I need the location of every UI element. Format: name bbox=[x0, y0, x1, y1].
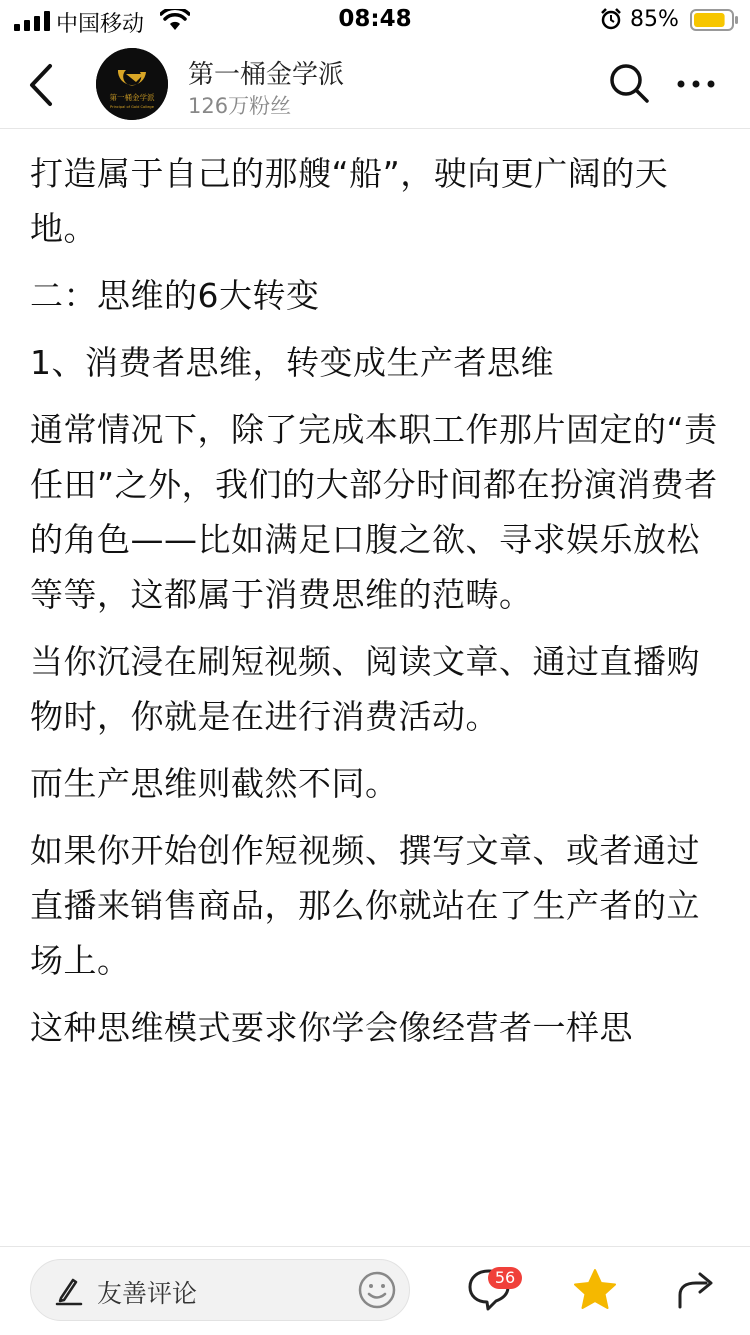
article-paragraph: 如果你开始创作短视频、撰写文章、或者通过直播来销售商品，那么你就站在了生产者的立场上。 bbox=[30, 831, 700, 980]
emoji-icon[interactable] bbox=[357, 1270, 397, 1310]
battery-percent: 85% bbox=[630, 7, 679, 32]
status-time: 08:48 bbox=[338, 6, 412, 32]
article-paragraph: 打造属于自己的那艘“船”，驶向更广阔的天地。 bbox=[30, 154, 669, 248]
fan-count: 126万粉丝 bbox=[188, 94, 292, 118]
carrier-name: 中国移动 bbox=[56, 12, 145, 37]
search-icon[interactable] bbox=[608, 62, 650, 104]
article-body bbox=[30, 128, 720, 1246]
back-icon[interactable] bbox=[24, 62, 58, 108]
article-paragraph: 通常情况下，除了完成本职工作那片固定的“责任田”之外，我们的大部分时间都在扮演消费者的角色——比如满足口腹之欲、寻求娱乐放松等等，这都属于消费思维的范畴。 bbox=[30, 410, 718, 614]
alarm-icon bbox=[600, 8, 622, 30]
status-bar bbox=[0, 0, 750, 40]
article-paragraph: 当你沉浸在刷短视频、阅读文章、通过直播购物时，你就是在进行消费活动。 bbox=[30, 642, 700, 736]
comment-placeholder: 友善评论 bbox=[97, 1279, 198, 1308]
account-name[interactable]: 第一桶金学派 bbox=[188, 60, 345, 90]
section-heading: 二：思维的6大转变 bbox=[30, 276, 320, 315]
comment-input[interactable] bbox=[30, 1259, 410, 1321]
avatar-logo-subtext: Principal of Gold College bbox=[110, 105, 154, 109]
avatar-logo-text: 第一桶金学派 bbox=[109, 93, 155, 102]
pen-icon bbox=[55, 1276, 83, 1306]
article-paragraph: 这种思维模式要求你学会像经营者一样思 bbox=[30, 1008, 633, 1047]
article-paragraph: 而生产思维则截然不同。 bbox=[30, 764, 399, 803]
avatar[interactable] bbox=[96, 48, 168, 120]
share-icon[interactable] bbox=[676, 1271, 716, 1309]
star-icon[interactable] bbox=[572, 1267, 618, 1313]
subsection-heading: 1、消费者思维，转变成生产者思维 bbox=[30, 343, 554, 382]
article-header bbox=[0, 40, 750, 129]
more-icon[interactable] bbox=[676, 78, 716, 90]
battery-icon bbox=[690, 9, 738, 31]
comment-count-badge: 56 bbox=[488, 1267, 522, 1289]
bottom-action-bar bbox=[0, 1246, 750, 1335]
